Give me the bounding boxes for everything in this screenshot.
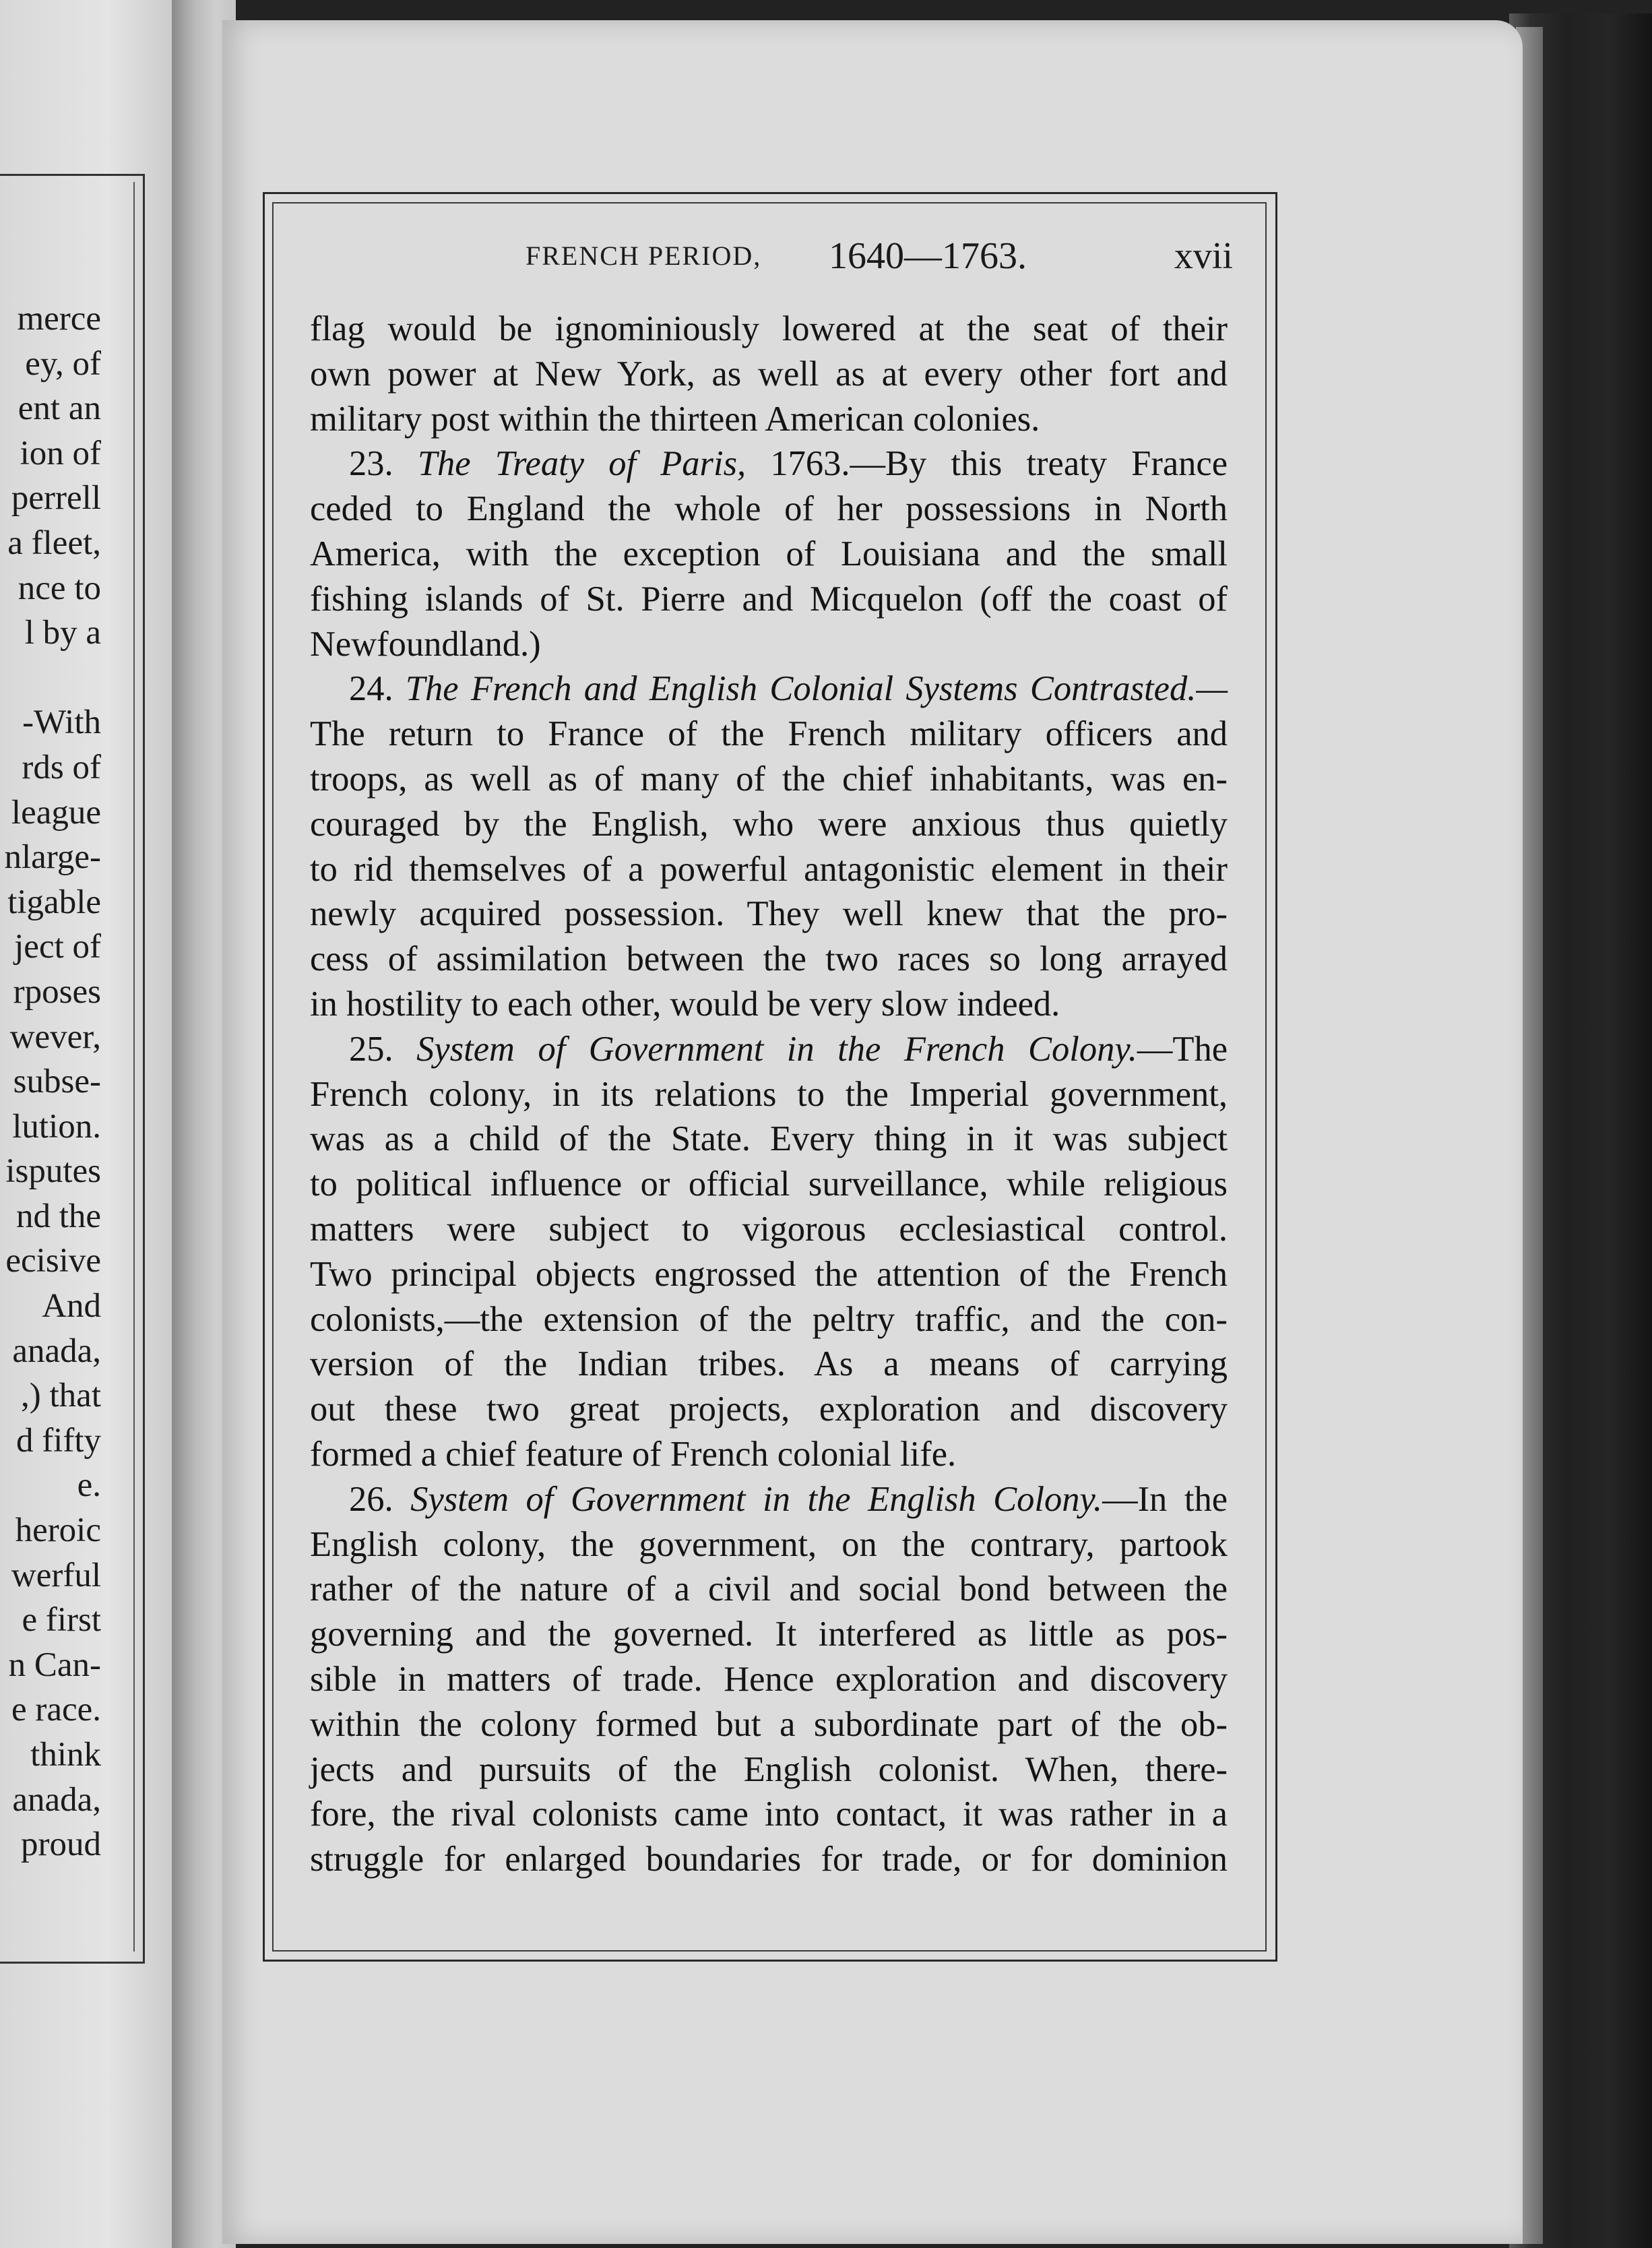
text-line: in hostility to each other, would be very slow indeed. xyxy=(310,984,1060,1024)
left-page-line: anada, xyxy=(12,1780,101,1819)
left-page-line: rposes xyxy=(13,972,101,1011)
left-page-line: nlarge- xyxy=(4,838,101,877)
left-page-line: werful xyxy=(11,1556,101,1594)
left-page-line: merce xyxy=(17,300,101,338)
text-line: colonists,—the extension of the peltry traffic, and the con- xyxy=(310,1299,1228,1339)
running-head-title: FRENCH PERIOD, xyxy=(526,241,762,271)
text-line: French colony, in its relations to the Imperial government, xyxy=(310,1074,1228,1114)
left-page-line: league xyxy=(11,793,101,832)
section-heading: System of Government in the French Colony. xyxy=(416,1029,1137,1069)
left-page-line: -With xyxy=(22,704,101,742)
text-line: governing and the governed. It interfered as little as pos- xyxy=(310,1615,1228,1654)
left-page-line: d fifty xyxy=(15,1421,101,1460)
left-page-text xyxy=(0,296,101,1867)
text-line: matters were subject to vigorous ecclesiastical control. xyxy=(310,1209,1228,1249)
left-page-line: And xyxy=(42,1287,101,1325)
text-line: America, with the exception of Louisiana and the small xyxy=(310,534,1228,573)
left-page-line: rds of xyxy=(22,748,101,786)
text-line: jects and pursuits of the English colonist. When, there- xyxy=(310,1749,1228,1789)
left-page-line: e. xyxy=(77,1466,101,1505)
text-line: newly acquired possession. They well knew that the pro- xyxy=(310,894,1228,934)
text-line: own power at New York, as well as at every other fort and xyxy=(310,354,1228,394)
text-line: rather of the nature of a civil and social bond between the xyxy=(310,1569,1228,1609)
left-page-line: ent an xyxy=(18,389,101,428)
left-page-line xyxy=(0,656,101,701)
text-line: Two principal objects engrossed the attention of the French xyxy=(310,1254,1228,1294)
section-heading: The French and English Colonial Systems Contrasted.— xyxy=(405,669,1228,709)
text-line: Newfoundland.) xyxy=(310,624,541,664)
running-head-years: 1640—1763. xyxy=(829,235,1027,277)
section-number: 24. xyxy=(349,669,393,709)
left-page-line: ey, of xyxy=(25,344,101,383)
text-line: military post within the thirteen American colonies. xyxy=(310,399,1040,439)
text-line: sible in matters of trade. Hence exploration and discovery xyxy=(310,1659,1228,1699)
left-page-line: perrell xyxy=(11,479,101,518)
left-page-line: ,) that xyxy=(21,1377,101,1415)
text-line: The return to France of the French military officers and xyxy=(310,714,1228,754)
text-line: was as a child of the State. Every thing in it was subject xyxy=(310,1119,1228,1159)
left-page-line: ecisive xyxy=(5,1242,101,1280)
left-page-line: think xyxy=(30,1736,101,1774)
section-number: 26. xyxy=(349,1479,393,1519)
left-page-line: isputes xyxy=(5,1152,101,1191)
section-26-heading-line xyxy=(310,1477,1228,1522)
left-page-line: nce to xyxy=(18,569,101,607)
text-line: troops, as well as of many of the chief inhabitants, was en- xyxy=(310,759,1228,799)
text-line: fore, the rival colonists came into contact, it was rather in a xyxy=(310,1794,1228,1834)
left-page-line: l by a xyxy=(24,614,101,652)
section-25-heading-line xyxy=(310,1027,1228,1072)
text-line: to rid themselves of a powerful antagonistic element in their xyxy=(310,849,1228,889)
section-number: 23. xyxy=(349,444,393,484)
text-line: formed a chief feature of French colonial life. xyxy=(310,1434,957,1474)
text-line: to political influence or official surveillance, while religious xyxy=(310,1164,1228,1204)
left-facing-page xyxy=(0,0,195,2248)
text-line: version of the Indian tribes. As a means of carrying xyxy=(310,1344,1228,1384)
text-run: —The xyxy=(1137,1029,1228,1069)
text-line: English colony, the government, on the contrary, partook xyxy=(310,1524,1228,1564)
section-23-heading-line xyxy=(310,441,1228,487)
section-24-heading-line xyxy=(310,666,1228,712)
left-page-line: wever, xyxy=(9,1018,101,1056)
section-number: 25. xyxy=(349,1029,393,1069)
left-page-line: e race. xyxy=(11,1691,101,1729)
left-page-line: anada, xyxy=(12,1332,101,1370)
left-page-line: ion of xyxy=(20,434,101,472)
left-page-line: ject of xyxy=(14,928,101,966)
left-page-line: nd the xyxy=(15,1197,101,1235)
text-run: —In the xyxy=(1102,1479,1228,1519)
text-line: cess of assimilation between the two races so long arrayed xyxy=(310,939,1228,979)
text-line: flag would be ignominiously lowered at the seat of their xyxy=(310,309,1228,348)
left-page-line: a fleet, xyxy=(7,524,101,562)
left-page-line: e first xyxy=(22,1601,101,1640)
text-line: struggle for enlarged boundaries for trade, or for dominion xyxy=(310,1840,1228,1879)
section-heading: The Treaty of Paris, xyxy=(417,444,746,484)
left-page-line: heroic xyxy=(15,1511,101,1550)
text-run: 1763.—By this treaty France xyxy=(770,444,1228,484)
page-number: xvii xyxy=(1174,235,1233,277)
text-line: within the colony formed but a subordinate part of the ob- xyxy=(310,1704,1228,1744)
section-heading: System of Government in the English Colony. xyxy=(410,1479,1103,1519)
text-line: out these two great projects, exploration and discovery xyxy=(310,1390,1228,1429)
body-text xyxy=(310,307,1228,1882)
left-page-line: subse- xyxy=(13,1063,101,1101)
left-page-line: tigable xyxy=(7,883,101,921)
left-page-line: lution. xyxy=(12,1107,101,1146)
text-line: couraged by the English, who were anxious thus quietly xyxy=(310,804,1228,844)
left-page-line: proud xyxy=(21,1825,101,1864)
left-page-line: n Can- xyxy=(8,1646,101,1684)
running-head xyxy=(526,232,1253,280)
text-line: ceded to England the whole of her possessions in North xyxy=(310,489,1228,529)
text-line: fishing islands of St. Pierre and Micquelon (off the coast of xyxy=(310,579,1228,619)
